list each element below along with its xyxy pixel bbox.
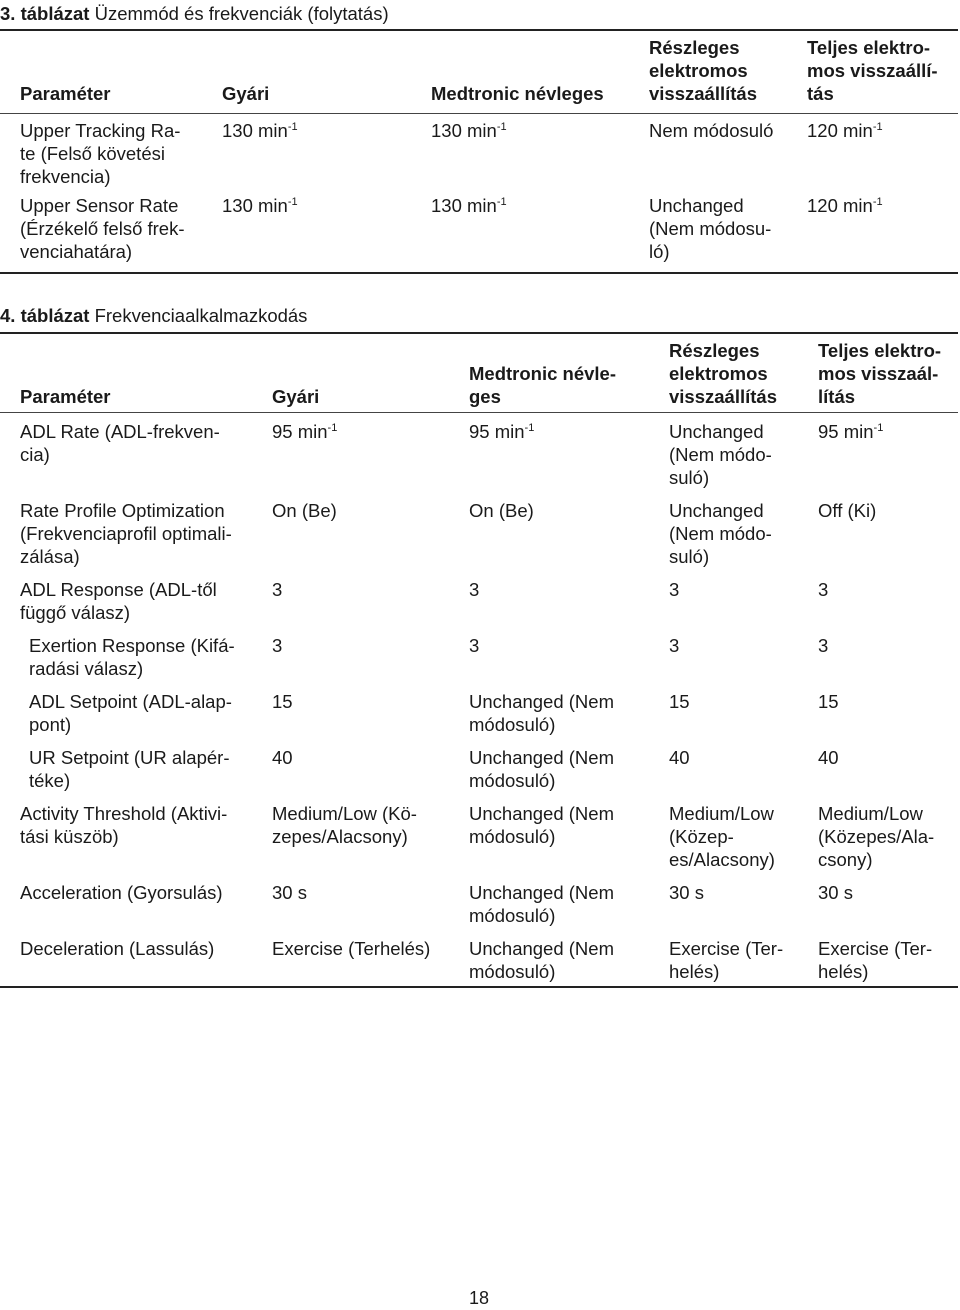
table-row <box>0 930 958 986</box>
table3-header-full-reset: Teljes elektro- mos visszaállí- tás <box>807 37 938 104</box>
table4-cell-param: ADL Rate (ADL-frekven- cia) <box>20 421 220 465</box>
table4-cell-full: Exercise (Ter- helés) <box>818 938 933 982</box>
table4-cell-partial: 15 <box>669 691 690 712</box>
table4-cell-full: Medium/Low (Közepes/Ala- csony) <box>818 803 935 870</box>
table4-cell-nominal: 95 $\min^{-1}$ <box>469 421 535 442</box>
table-row <box>0 194 958 272</box>
table-row <box>0 874 958 930</box>
table4-cell-param: Acceleration (Gyorsulás) <box>20 882 223 903</box>
table4-header-parameter: Paraméter <box>20 386 111 407</box>
table4-header-nominal: Medtronic névle- ges <box>469 363 616 407</box>
table4-cell-full: 30 s <box>818 882 853 903</box>
table4-cell-factory: 3 <box>272 635 283 656</box>
table4-cell-param: ADL Setpoint (ADL-alap- pont) <box>29 691 232 735</box>
table3-cell-partial: Unchanged (Nem módosu- ló) <box>649 195 772 262</box>
table4-cell-factory: Exercise (Terhelés) <box>272 938 431 959</box>
table4-cell-nominal: Unchanged (Nem módosuló) <box>469 691 614 735</box>
table4-cell-partial: Medium/Low (Közep- es/Alacsony) <box>669 803 775 870</box>
table4-header-factory: Gyári <box>272 386 320 407</box>
table4-cell-partial: 3 <box>669 579 680 600</box>
table4-cell-full: 40 <box>818 747 839 768</box>
table-row <box>0 739 958 795</box>
table4-cell-factory: 3 <box>272 579 283 600</box>
table4-cell-param: Exertion Response (Kifá- radási válasz) <box>29 635 235 679</box>
table4-cell-partial: Unchanged (Nem módo- suló) <box>669 500 772 567</box>
table4-cell-full: 95 $\min^{-1}$ <box>818 421 884 442</box>
table4-caption <box>0 304 307 327</box>
table3-header-nominal: Medtronic névleges <box>431 83 604 104</box>
table3-header-row <box>0 31 958 103</box>
table3-cell-full: 120 $\min^{-1}$ <box>807 195 883 216</box>
table3-cell-nominal: 130 $\min^{-1}$ <box>431 120 507 141</box>
table-row <box>0 627 958 683</box>
table3-header-parameter: Paraméter <box>20 83 111 104</box>
table4-cell-nominal: Unchanged (Nem módosuló) <box>469 803 614 847</box>
table4-cell-nominal: Unchanged (Nem módosuló) <box>469 747 614 791</box>
table4-header-row <box>0 334 958 412</box>
table3-cell-partial: Nem módosuló <box>649 120 774 141</box>
table-row <box>0 683 958 739</box>
table-row <box>0 571 958 627</box>
table4-cell-partial: Exercise (Ter- helés) <box>669 938 784 982</box>
table4-cell-param: UR Setpoint (UR alapér- téke) <box>29 747 230 791</box>
table-row <box>0 795 958 874</box>
table4-cell-nominal: 3 <box>469 579 480 600</box>
table4-cell-nominal: Unchanged (Nem módosuló) <box>469 938 614 982</box>
table4-cell-factory: 30 s <box>272 882 307 903</box>
table4-cell-nominal: Unchanged (Nem módosuló) <box>469 882 614 926</box>
table4-cell-partial: 30 s <box>669 882 704 903</box>
table4-cell-full: 3 <box>818 635 829 656</box>
table4-cell-factory: 15 <box>272 691 293 712</box>
table4-header-full-reset: Teljes elektro- mos visszaál- lítás <box>818 340 942 407</box>
table3-header-factory: Gyári <box>222 83 270 104</box>
table3-caption-title: Üzemmód és frekvenciák (folytatás) <box>94 3 389 24</box>
table3-header-partial-reset: Részleges elektromos visszaállítás <box>649 37 757 104</box>
table4-cell-full: Off (Ki) <box>818 500 877 521</box>
table4-cell-factory: 40 <box>272 747 293 768</box>
table4-cell-nominal: 3 <box>469 635 480 656</box>
table4-cell-nominal: On (Be) <box>469 500 534 521</box>
table4-cell-partial: Unchanged (Nem módo- suló) <box>669 421 772 488</box>
table-row <box>0 114 958 194</box>
table4-caption-title: Frekvenciaalkalmazkodás <box>94 305 308 326</box>
table4-cell-full: 3 <box>818 579 829 600</box>
table4-cell-factory: 95 $\min^{-1}$ <box>272 421 338 442</box>
table3-caption-number: 3. táblázat <box>0 3 90 24</box>
table-row <box>0 492 958 571</box>
table3-cell-nominal: 130 $\min^{-1}$ <box>431 195 507 216</box>
table4-cell-factory: Medium/Low (Kö- zepes/Alacsony) <box>272 803 417 847</box>
table3-cell-full: 120 $\min^{-1}$ <box>807 120 883 141</box>
table4 <box>0 332 958 988</box>
table4-cell-factory: On (Be) <box>272 500 337 521</box>
table3-cell-param: Upper Tracking Ra- te (Felső követési frekvencia) <box>20 120 181 187</box>
table4-cell-partial: 40 <box>669 747 690 768</box>
table3-cell-param: Upper Sensor Rate (Érzékelő felső frek- venciahatára) <box>20 195 185 262</box>
table4-cell-param: ADL Response (ADL-től függő válasz) <box>20 579 217 623</box>
table4-cell-param: Activity Threshold (Aktivi- tási küszöb) <box>20 803 228 847</box>
table3 <box>0 29 958 274</box>
table3-cell-factory: 130 $\min^{-1}$ <box>222 120 298 141</box>
table4-caption-number: 4. táblázat <box>0 305 90 326</box>
table4-cell-param: Deceleration (Lassulás) <box>20 938 215 959</box>
table4-cell-full: 15 <box>818 691 839 712</box>
table3-cell-factory: 130 $\min^{-1}$ <box>222 195 298 216</box>
table4-header-partial-reset: Részleges elektromos visszaállítás <box>669 340 777 407</box>
table4-cell-partial: 3 <box>669 635 680 656</box>
table-row <box>0 413 958 492</box>
page-number: 18 <box>468 1288 490 1308</box>
table3-caption <box>0 2 389 25</box>
table4-cell-param: Rate Profile Optimization (Frekvenciaprofil optimali- zálása) <box>20 500 232 567</box>
